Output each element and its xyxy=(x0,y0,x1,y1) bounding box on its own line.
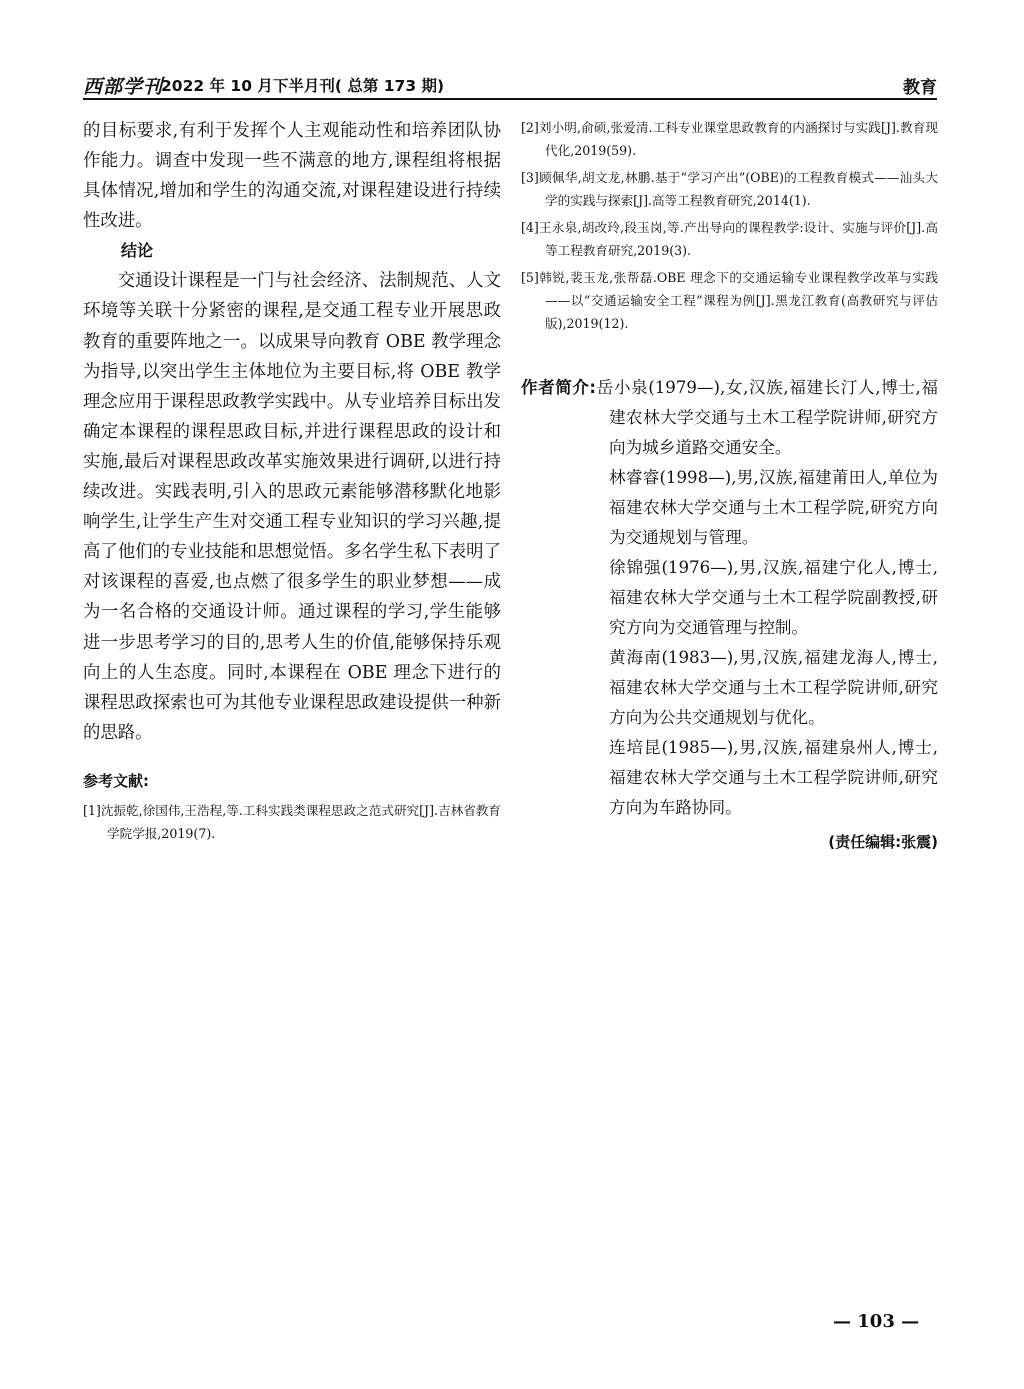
author-bio xyxy=(521,373,938,463)
reference-item: [5]韩锐,裴玉龙,张帮磊.OBE 理念下的交通运输专业课程教学改革与实践——以“交通运输安全工程”课程为例[J].黑龙江教育(高教研究与评估版),2019(12). xyxy=(521,270,938,331)
page-number: — 103 — xyxy=(833,1311,920,1332)
issue-info: 2022 年 10 月下半月刊( 总第 173 期) xyxy=(161,77,445,95)
author-bios-heading: 作者简介: xyxy=(521,378,597,397)
body-paragraph: 交通设计课程是一门与社会经济、法制规范、人文环境等关联十分紧密的课程,是交通工程专业开展思政教育的重要阵地之一。以成果导向教育 OBE 教学理念为指导,以突出学生主体地位为主要目标,将 OBE 教学理念应用于课程思政教学实践中。从专业培养目标出发确定本课程的课程思政目标,并进行课程思政的设计和实施,最后对课程思政改革实施效果进行调研,以进行持续改进。实践表明,引入的思政元素能够潜移默化地影响学生,让学生产生对交通工程专业知识的学习兴趣,提高了他们的专业技能和思想觉悟。多名学生私下表明了对该课程的喜爱,也点燃了很多学生的职业梦想——成为一名合格的交通设计师。通过课程的学习,学生能够进一步思考学习的目的,思考人生的价值,能够保持乐观向上的人生态度。同时,本课程在 OBE 理念下进行的课程思政探索也可为其他专业课程思政建设提供一种新的思路。 xyxy=(83,271,501,743)
right-column xyxy=(521,116,938,857)
reference-item: [1]沈振乾,徐国伟,王浩程,等.工科实践类课程思政之范式研究[J].吉林省教育学院学报,2019(7). xyxy=(83,802,501,841)
reference-item: [4]王永泉,胡改玲,段玉岗,等.产出导向的课程教学:设计、实施与评价[J].高等工程教育研究,2019(3). xyxy=(521,220,938,258)
header-divider xyxy=(83,98,937,100)
section-name: 教育 xyxy=(903,78,937,98)
journal-title: 西部学刊 xyxy=(83,76,164,98)
reference-item: [3]顾佩华,胡文龙,林鹏.基于“学习产出”(OBE)的工程教育模式——汕头大学的实践与探索[J].高等工程教育研究,2014(1). xyxy=(521,170,938,208)
body-paragraph: 的目标要求,有利于发挥个人主观能动性和培养团队协作能力。调查中发现一些不满意的地方,课程组将根据具体情况,增加和学生的沟通交流,对课程建设进行持续性改进。 xyxy=(83,121,501,232)
reference-item: [2]刘小明,俞硕,张爱清.工科专业课堂思政教育的内涵探讨与实践[J].教育现代化,2019(59). xyxy=(521,120,938,158)
author-bio: 徐锦强(1976—),男,汉族,福建宁化人,博士,福建农林大学交通与土木工程学院副教授,研究方向为交通管理与控制。 xyxy=(609,558,938,637)
responsible-editor: (责任编辑:张震) xyxy=(828,833,938,851)
author-bio-text: 岳小泉(1979—),女,汉族,福建长汀人,博士,福建农林大学交通与土木工程学院讲师,研究方向为城乡道路交通安全。 xyxy=(596,378,938,457)
running-header xyxy=(83,72,937,96)
references-heading: 参考文献: xyxy=(83,771,149,790)
left-column xyxy=(83,116,501,849)
author-bio: 黄海南(1983—),男,汉族,福建龙海人,博士,福建农林大学交通与土木工程学院讲师,研究方向为公共交通规划与优化。 xyxy=(609,648,938,727)
author-bios xyxy=(521,373,938,857)
author-bio: 林睿睿(1998—),男,汉族,福建莆田人,单位为福建农林大学交通与土木工程学院,研究方向为交通规划与管理。 xyxy=(609,468,938,547)
section-heading-conclusion: 结论 xyxy=(121,241,154,261)
author-bio: 连培昆(1985—),男,汉族,福建泉州人,博士,福建农林大学交通与土木工程学院讲师,研究方向为车路协同。 xyxy=(609,738,938,817)
